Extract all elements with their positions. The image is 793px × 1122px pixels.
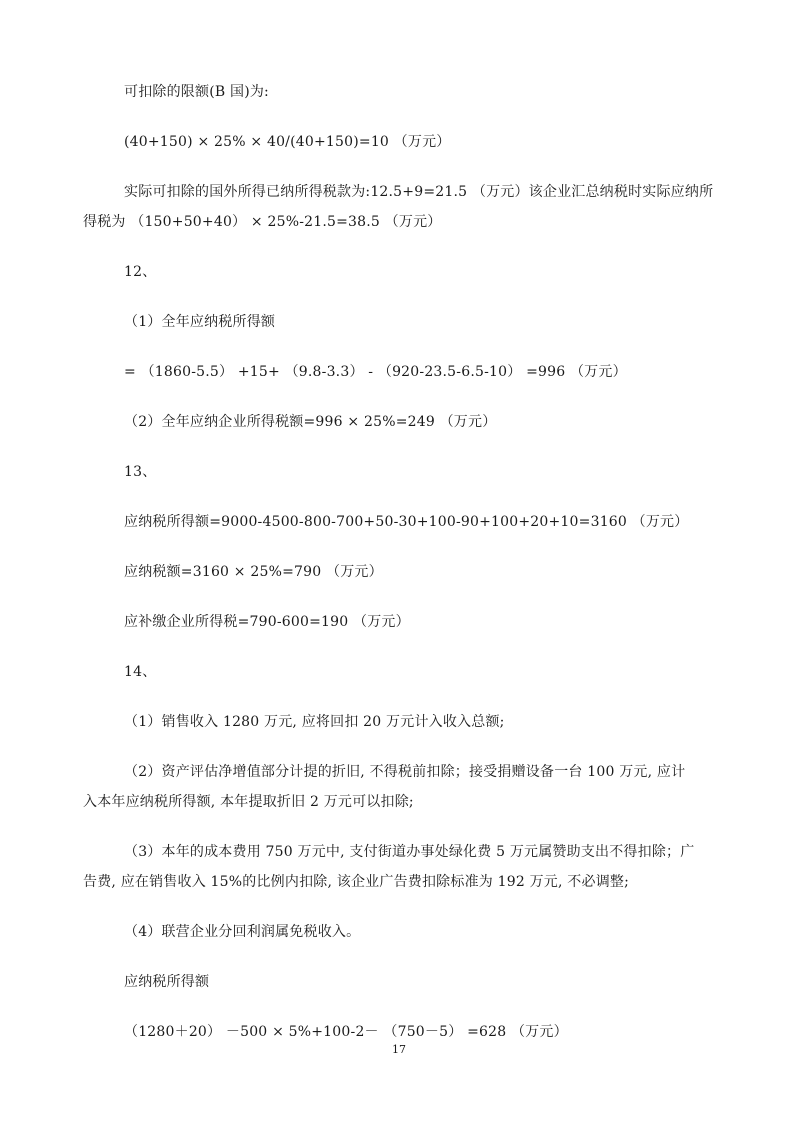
- page-number: 17: [392, 1043, 406, 1056]
- section-number: 13、: [124, 464, 157, 480]
- section-number: 12、: [124, 264, 157, 280]
- text-line: 入本年应纳税所得额, 本年提取折旧 2 万元可以扣除;: [83, 794, 414, 810]
- text-line: 应纳税所得额=9000-4500-800-700+50-30+100-90+100+20+10=3160 （万元）: [124, 514, 689, 530]
- text-line: 告费, 应在销售收入 15%的比例内扣除, 该企业广告费扣除标准为 192 万元, 不必调整;: [83, 874, 630, 890]
- text-line: （2）资产评估净增值部分计提的折旧, 不得税前扣除；接受捐赠设备一台 100 万元, 应计: [124, 764, 686, 780]
- text-line: (40+150) × 25% × 40/(40+150)=10 （万元）: [124, 134, 451, 150]
- text-line: （1）销售收入 1280 万元, 应将回扣 20 万元计入收入总额;: [124, 714, 505, 730]
- text-line: 应补缴企业所得税=790-600=190 （万元）: [124, 614, 410, 630]
- text-line: 实际可扣除的国外所得已纳所得税款为:12.5+9=21.5 （万元）该企业汇总纳税时实际应纳所: [124, 184, 714, 200]
- text-line: 可扣除的限额(B 国)为:: [124, 84, 269, 100]
- text-line: = （1860-5.5） +15+ （9.8-3.3） - （920-23.5-6.5-10） =996 （万元）: [124, 364, 627, 380]
- text-line: （1280＋20） －500 × 5%+100-2－ （750－5） =628 （万元）: [124, 1024, 568, 1040]
- text-line: 应纳税所得额: [124, 974, 210, 990]
- text-line: （1）全年应纳税所得额: [124, 314, 276, 330]
- text-line: （3）本年的成本费用 750 万元中, 支付街道办事处绿化费 5 万元属赞助支出不得扣除；广: [124, 844, 695, 860]
- text-line: （2）全年应纳企业所得税额=996 × 25%=249 （万元）: [124, 414, 497, 430]
- text-line: 应纳税额=3160 × 25%=790 （万元）: [124, 564, 383, 580]
- text-line: （4）联营企业分回利润属免税收入。: [124, 924, 361, 940]
- text-line: 得税为 （150+50+40） × 25%-21.5=38.5 （万元）: [83, 214, 442, 230]
- section-number: 14、: [124, 664, 157, 680]
